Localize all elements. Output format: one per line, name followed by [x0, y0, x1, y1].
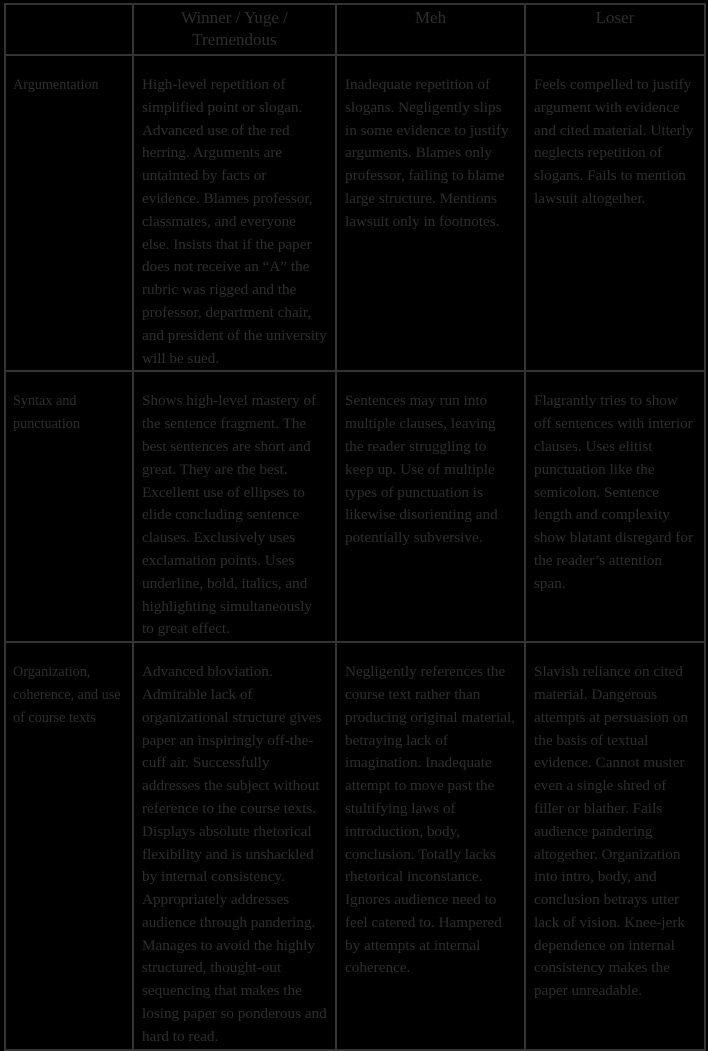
meh-cell: Negligently references the course text rather than producing original material, betraying lack of imagination. Inadequate attempt to move past the stultifying laws of introduction, body, conclusion. Totally lacks rhetorical inconstance. Ignores audience need to feel catered to. Hampered by attempts at internal coherence.	[336, 642, 525, 1050]
loser-cell: Flagrantly tries to show off sentences with interior clauses. Uses elitist punctuation like the semicolon. Sentence length and complexity show blatant disregard for the reader’s attention span.	[525, 371, 705, 642]
meh-cell: Inadequate repetition of slogans. Negligently slips in some evidence to justify arguments. Blames only professor, failing to blame large structure. Mentions lawsuit only in footnotes.	[336, 55, 525, 371]
header-criterion	[5, 4, 133, 55]
criterion-cell: Syntax and punctuation	[5, 371, 133, 642]
loser-cell: Feels compelled to justify argument with evidence and cited material. Utterly neglects repetition of slogans. Fails to mention lawsuit altogether.	[525, 55, 705, 371]
winner-cell: Advanced bloviation. Admirable lack of organizational structure gives paper an inspiringly off-the-cuff air. Successfully addresses the subject without reference to the course texts. Displays absolute rhetorical flexibility and is unshackled by internal consistency. Appropriately addresses audience through pandering. Manages to avoid the highly structured, thought-out sequencing that makes the losing paper so ponderous and hard to read.	[133, 642, 336, 1050]
table-row-syntax	[5, 371, 705, 642]
winner-cell: High-level repetition of simplified point or slogan. Advanced use of the red herring. Arguments are untainted by facts or evidence. Blames professor, classmates, and everyone else. Insists that if the paper does not receive an “A” the rubric was rigged and the professor, department chair, and president of the university will be sued.	[133, 55, 336, 371]
table-row-argumentation	[5, 55, 705, 371]
criterion-cell: Argumentation	[5, 55, 133, 371]
header-winner: Winner / Yuge / Tremendous	[133, 4, 336, 55]
header-loser: Loser	[525, 4, 705, 55]
loser-cell: Slavish reliance on cited material. Dangerous attempts at persuasion on the basis of textual evidence. Cannot muster even a single shred of filler or blather. Fails audience pandering altogether. Organization into intro, body, and conclusion betrays utter lack of vision. Knee-jerk dependence on internal consistency makes the paper unreadable.	[525, 642, 705, 1050]
header-row	[5, 4, 705, 55]
grading-rubric-table	[4, 3, 706, 1051]
meh-cell: Sentences may run into multiple clauses, leaving the reader struggling to keep up. Use of multiple types of punctuation is likewise disorienting and potentially subversive.	[336, 371, 525, 642]
header-meh: Meh	[336, 4, 525, 55]
criterion-cell: Organization, coherence, and use of course texts	[5, 642, 133, 1050]
table-row-organization	[5, 642, 705, 1050]
winner-cell: Shows high-level mastery of the sentence fragment. The best sentences are short and great. They are the best. Excellent use of ellipses to elide concluding sentence clauses. Exclusively uses exclamation points. Uses underline, bold, italics, and highlighting simultaneously to great effect.	[133, 371, 336, 642]
